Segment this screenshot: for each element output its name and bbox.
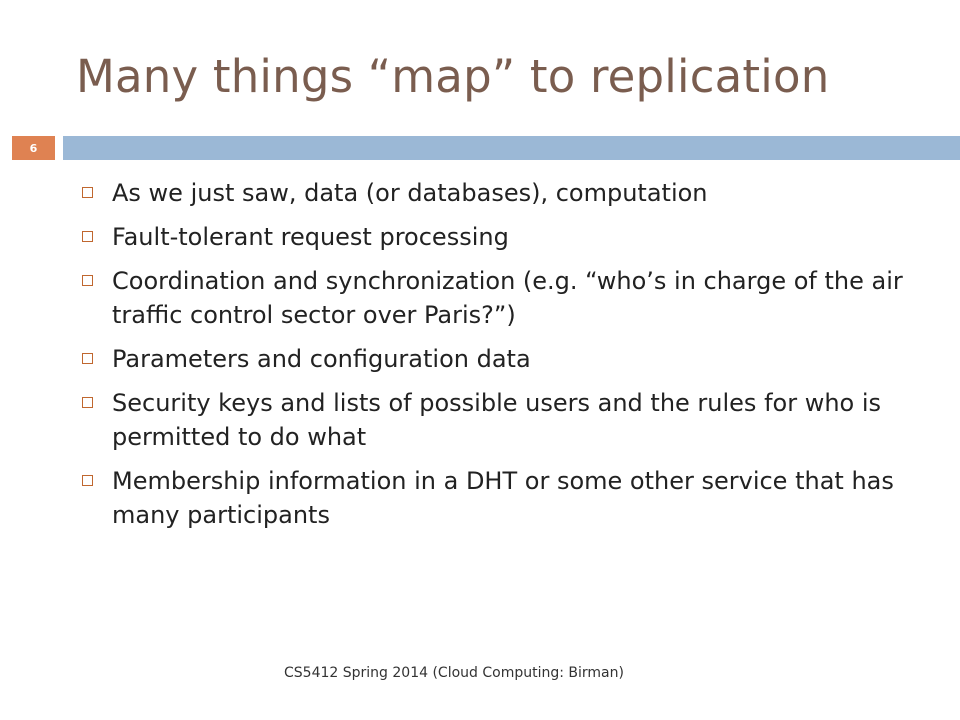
bullet-text: As we just saw, data (or databases), computation — [112, 179, 708, 207]
square-bullet-icon — [82, 187, 93, 198]
bullet-text: Coordination and synchronization (e.g. “who’s in charge of the air traffic control sector over Paris?”) — [112, 267, 903, 329]
bullet-text: Parameters and configuration data — [112, 345, 531, 373]
square-bullet-icon — [82, 231, 93, 242]
bullet-text: Fault-tolerant request processing — [112, 223, 509, 251]
bullet-list — [82, 176, 942, 542]
title-divider-bar — [0, 136, 960, 160]
square-bullet-icon — [82, 353, 93, 364]
bullet-text: Membership information in a DHT or some other service that has many participants — [112, 467, 894, 529]
slide-title: Many things “map” to replication — [76, 50, 830, 103]
square-bullet-icon — [82, 397, 93, 408]
bullet-item — [82, 342, 942, 376]
bullet-item — [82, 264, 942, 332]
slide-footer: CS5412 Spring 2014 (Cloud Computing: Birman) — [284, 665, 624, 681]
slide-number-box — [12, 136, 55, 160]
divider-band — [63, 136, 960, 160]
square-bullet-icon — [82, 475, 93, 486]
bullet-item — [82, 220, 942, 254]
bullet-item — [82, 176, 942, 210]
bullet-text: Security keys and lists of possible users and the rules for who is permitted to do what — [112, 389, 882, 451]
slide-number: 6 — [29, 141, 38, 155]
square-bullet-icon — [82, 275, 93, 286]
bullet-item — [82, 464, 942, 532]
bullet-item — [82, 386, 942, 454]
